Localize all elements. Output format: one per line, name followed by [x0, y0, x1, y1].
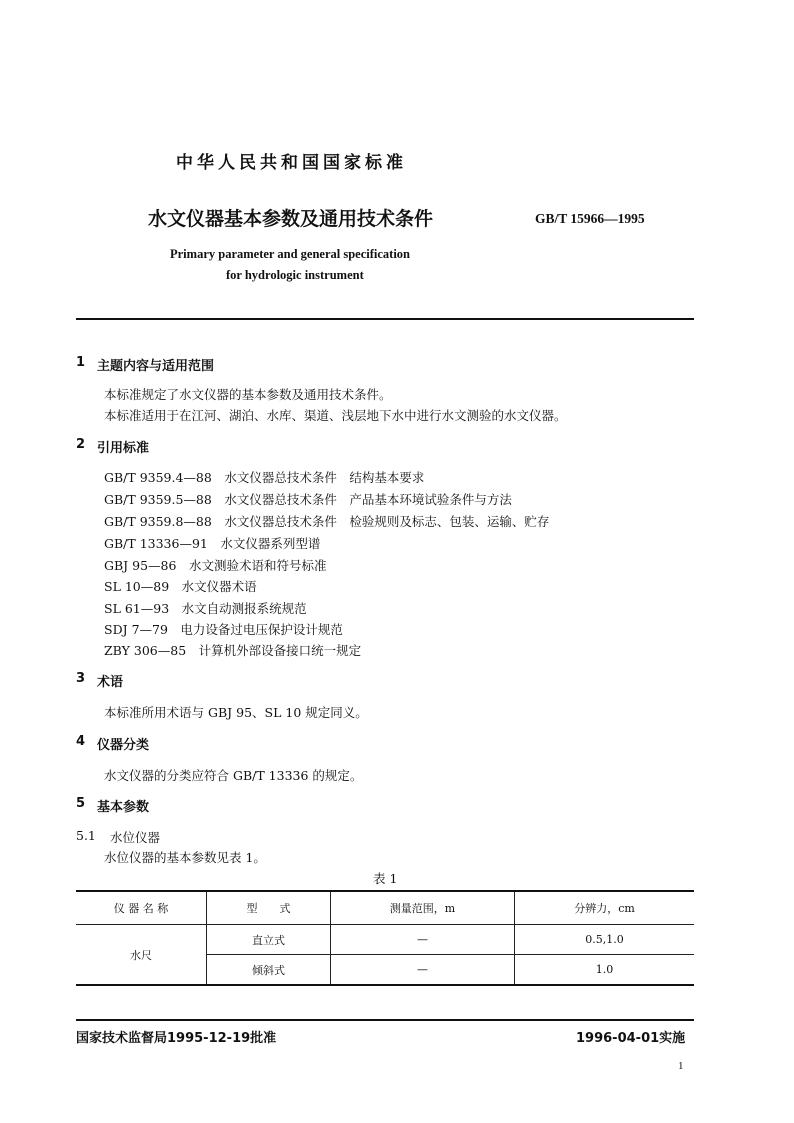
subsection-5-1-number: 5.1	[76, 828, 96, 843]
subsection-5-1-title: 水位仪器	[110, 830, 161, 845]
section-2-title: 引用标准	[97, 441, 150, 456]
table-row	[76, 925, 694, 955]
section-3-title: 术语	[97, 675, 124, 690]
type-cell: 倾斜式	[207, 955, 331, 986]
header-type: 型 式	[207, 891, 331, 925]
section-3-paragraph: 本标准所用术语与 GBJ 95、SL 10 规定同义。	[104, 705, 368, 720]
resolution-cell: 1.0	[515, 955, 695, 986]
national-standard-heading: 中华人民共和国国家标准	[176, 153, 407, 173]
section-5-number: 5	[76, 796, 86, 811]
english-title-line-1: Primary parameter and general specification	[170, 247, 410, 261]
reference-item: SL 61—93 水文自动测报系统规范	[104, 601, 307, 616]
section-5-title: 基本参数	[97, 800, 150, 815]
instrument-name-cell: 水尺	[76, 925, 207, 986]
section-2-number: 2	[76, 437, 86, 452]
type-cell: 直立式	[207, 925, 331, 955]
reference-item: GB/T 9359.4—88 水文仪器总技术条件 结构基本要求	[104, 470, 425, 485]
section-1-number: 1	[76, 355, 86, 370]
effective-date: 1996-04-01实施	[576, 1031, 686, 1046]
footer-divider	[76, 1019, 694, 1021]
subsection-5-1-paragraph: 水位仪器的基本参数见表 1。	[104, 850, 266, 865]
header-divider	[76, 318, 694, 320]
range-cell: —	[331, 955, 515, 986]
header-range: 测量范围，m	[331, 891, 515, 925]
range-cell: —	[331, 925, 515, 955]
reference-item: GBJ 95—86 水文测验术语和符号标准	[104, 558, 327, 573]
section-1-title: 主题内容与适用范围	[97, 359, 215, 374]
section-4-number: 4	[76, 734, 86, 749]
english-title-line-2: for hydrologic instrument	[226, 268, 364, 282]
reference-item: SL 10—89 水文仪器术语	[104, 579, 257, 594]
reference-item: GB/T 9359.5—88 水文仪器总技术条件 产品基本环境试验条件与方法	[104, 492, 512, 507]
header-resolution: 分辨力，cm	[515, 891, 695, 925]
standard-code: GB/T 15966—1995	[535, 211, 645, 226]
section-1-paragraph-2: 本标准适用于在江河、湖泊、水库、渠道、浅层地下水中进行水文测验的水文仪器。	[104, 408, 567, 423]
document-title: 水文仪器基本参数及通用技术条件	[148, 208, 434, 230]
parameter-table	[76, 890, 694, 986]
section-1-paragraph-1: 本标准规定了水文仪器的基本参数及通用技术条件。	[104, 387, 392, 402]
table-header-row	[76, 891, 694, 925]
resolution-cell: 0.5,1.0	[515, 925, 695, 955]
section-3-number: 3	[76, 671, 86, 686]
page-number: 1	[678, 1060, 684, 1072]
table-caption: 表 1	[373, 871, 398, 886]
reference-item: GB/T 9359.8—88 水文仪器总技术条件 检验规则及标志、包装、运输、贮存	[104, 514, 550, 529]
reference-item: ZBY 306—85 计算机外部设备接口统一规定	[104, 643, 362, 658]
header-instrument-name: 仪 器 名 称	[76, 891, 207, 925]
section-4-title: 仪器分类	[97, 738, 150, 753]
approval-date: 国家技术监督局1995-12-19批准	[76, 1031, 277, 1046]
reference-item: SDJ 7—79 电力设备过电压保护设计规范	[104, 622, 343, 637]
reference-item: GB/T 13336—91 水文仪器系列型谱	[104, 536, 321, 551]
section-4-paragraph: 水文仪器的分类应符合 GB/T 13336 的规定。	[104, 768, 363, 783]
